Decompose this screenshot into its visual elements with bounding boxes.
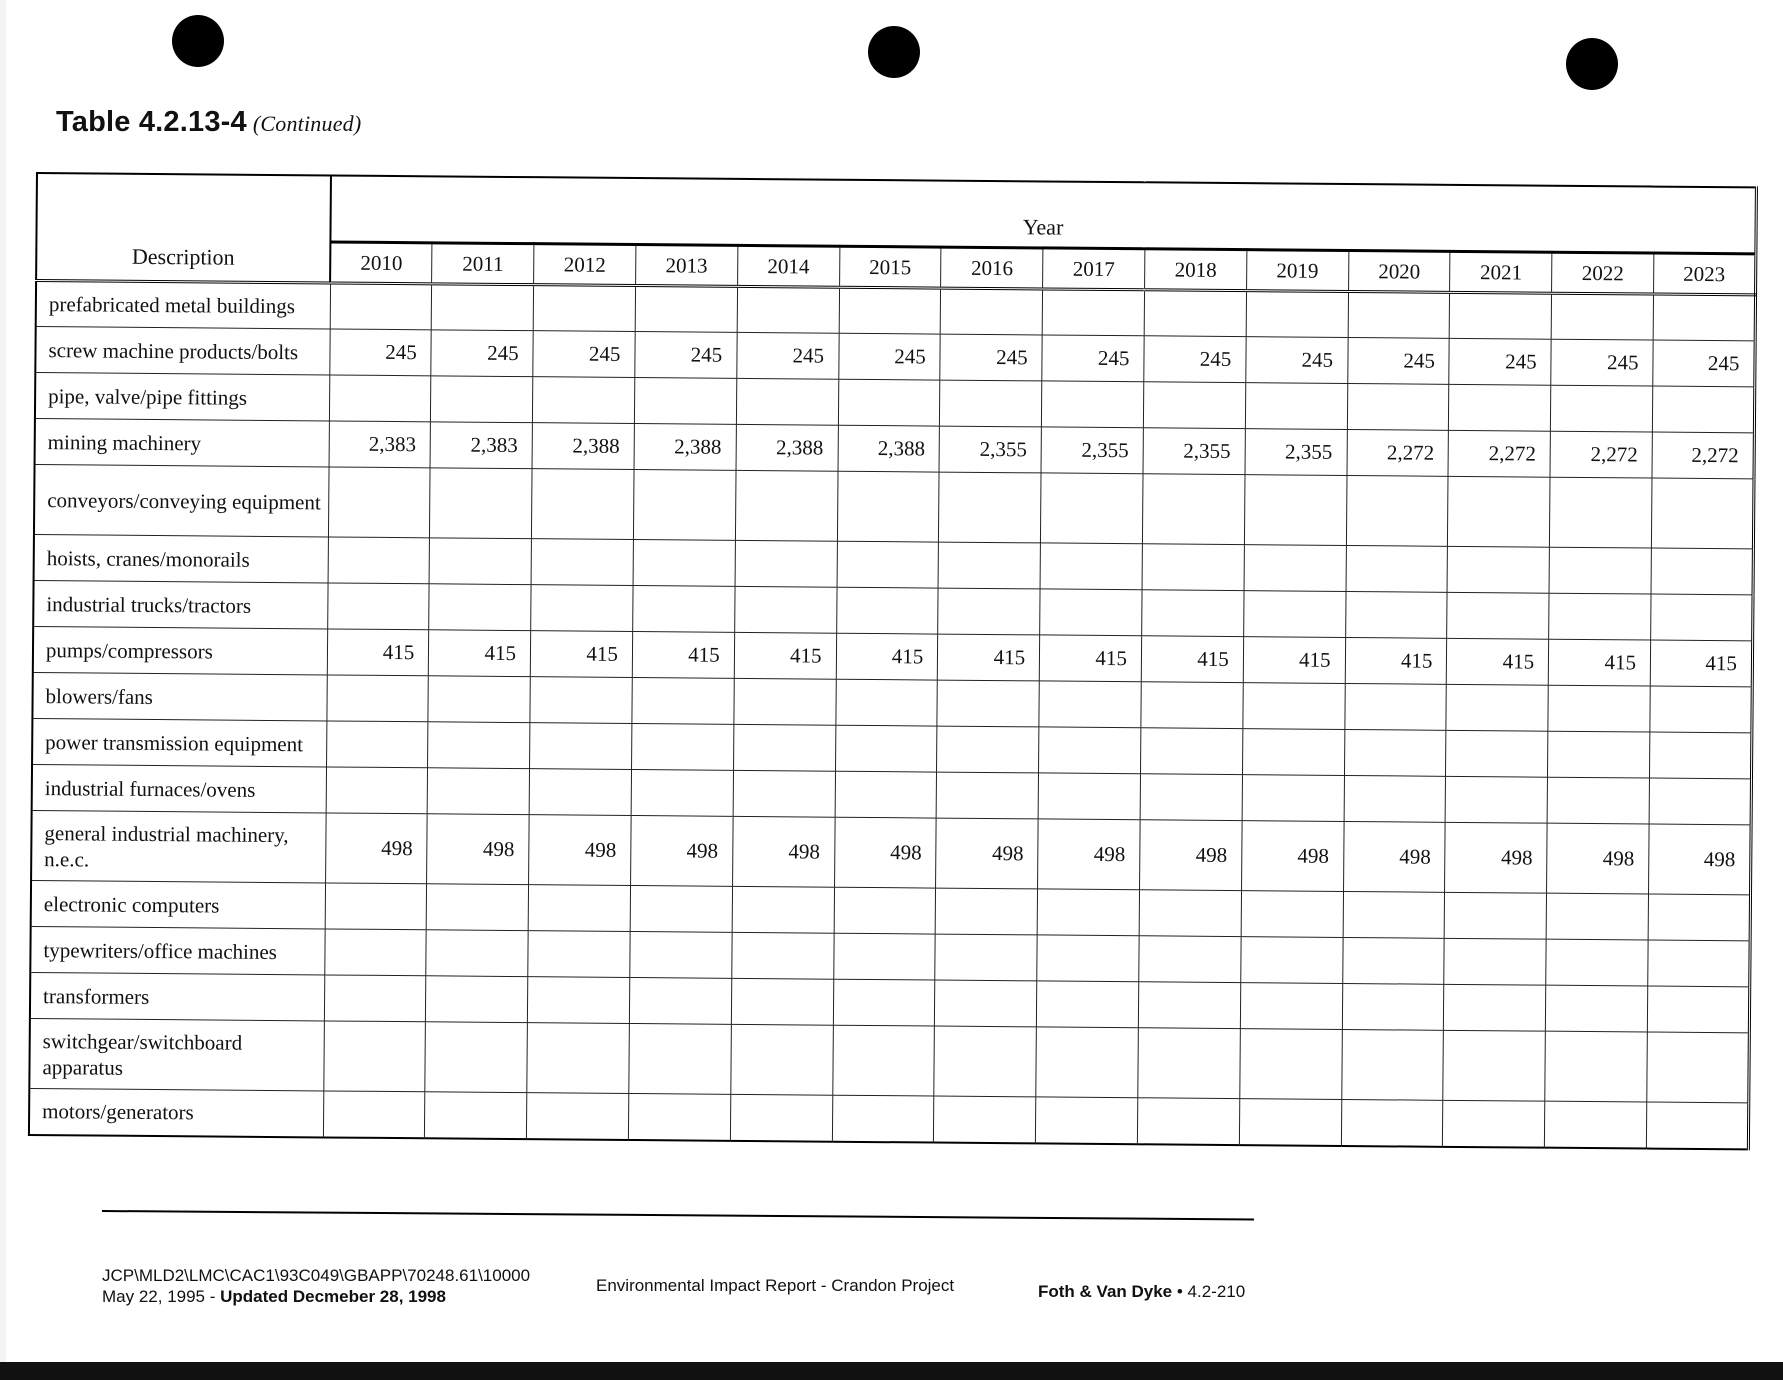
cell-value: [1344, 729, 1446, 776]
cell-value: 2,272: [1652, 432, 1754, 479]
cell-value: [630, 932, 732, 979]
row-label: pumps/compressors: [33, 626, 327, 674]
cell-value: 498: [325, 813, 427, 884]
cell-value: [1142, 474, 1244, 545]
row-label: conveyors/conveying equipment: [34, 464, 329, 536]
cell-value: [1041, 473, 1143, 544]
cell-value: [1650, 686, 1752, 733]
cell-value: [732, 886, 834, 933]
cell-value: [939, 472, 1041, 543]
cell-value: 245: [329, 329, 431, 376]
cell-value: [1141, 682, 1243, 729]
cell-value: [734, 586, 836, 633]
cell-value: 245: [533, 331, 635, 378]
cell-value: [934, 1026, 1036, 1097]
cell-value: [1242, 775, 1344, 822]
cell-value: 415: [632, 632, 734, 679]
row-label: prefabricated metal buildings: [36, 281, 330, 329]
cell-value: [735, 540, 837, 587]
cell-value: [323, 1091, 425, 1138]
row-label: industrial furnaces/ovens: [32, 764, 326, 812]
cell-value: [1239, 1099, 1341, 1146]
year-header-2012: 2012: [534, 244, 636, 286]
cell-value: [629, 1024, 731, 1095]
cell-value: [1042, 289, 1144, 336]
cell-value: [1648, 894, 1750, 941]
cell-value: [426, 930, 528, 977]
row-label: general industrial machinery, n.e.c.: [31, 810, 326, 882]
cell-value: 498: [732, 816, 834, 887]
cell-value: [1342, 983, 1444, 1030]
cell-value: [528, 885, 630, 932]
cell-value: 415: [836, 633, 938, 680]
cell-value: [429, 584, 531, 631]
cell-value: [1243, 683, 1345, 730]
cell-value: [533, 377, 635, 424]
cell-value: 245: [940, 334, 1042, 381]
cell-value: 498: [1038, 819, 1140, 890]
cell-value: [936, 772, 1038, 819]
table-continued-label: (Continued): [252, 111, 362, 136]
cell-value: 415: [327, 629, 429, 676]
cell-value: 498: [1241, 821, 1343, 892]
cell-value: [1445, 892, 1547, 939]
cell-value: [1549, 593, 1651, 640]
cell-value: 2,388: [838, 425, 940, 472]
cell-value: [1142, 590, 1244, 637]
cell-value: [1037, 935, 1139, 982]
year-header-2022: 2022: [1552, 252, 1654, 294]
cell-value: [427, 768, 529, 815]
cell-value: [533, 285, 635, 332]
cell-value: [1342, 937, 1444, 984]
cell-value: [1042, 381, 1144, 428]
punch-hole-center: [868, 26, 920, 78]
table-body: [29, 281, 1756, 1149]
cell-value: 498: [1343, 821, 1445, 892]
cell-value: [1345, 591, 1447, 638]
cell-value: [532, 469, 634, 540]
cell-value: [633, 586, 735, 633]
footer-updated: Updated Decmeber 28, 1998: [220, 1287, 446, 1306]
cell-value: [628, 1093, 730, 1140]
cell-value: 2,383: [430, 422, 532, 469]
cell-value: [1446, 684, 1548, 731]
row-label: hoists, cranes/monorails: [34, 534, 328, 582]
cell-value: [1346, 475, 1448, 546]
footer-company-page: [1038, 1282, 1245, 1302]
cell-value: [327, 583, 429, 630]
cell-value: 2,355: [939, 426, 1041, 473]
year-header-2018: 2018: [1145, 249, 1247, 291]
cell-value: [1345, 683, 1447, 730]
footer-bullet: •: [1172, 1282, 1188, 1301]
cell-value: [733, 724, 835, 771]
description-header: Description: [36, 173, 331, 283]
footer-page-number: 4.2-210: [1187, 1282, 1246, 1301]
cell-value: [737, 286, 839, 333]
cell-value: [1244, 545, 1346, 592]
cell-value: [1341, 1099, 1443, 1146]
data-table: [28, 172, 1758, 1150]
cell-value: [326, 767, 428, 814]
cell-value: [635, 286, 737, 333]
row-label: switchgear/switchboard apparatus: [29, 1018, 324, 1090]
cell-value: [1551, 293, 1653, 340]
year-header-2011: 2011: [432, 243, 534, 285]
cell-value: [1344, 775, 1446, 822]
cell-value: [325, 883, 427, 930]
cell-value: 245: [1347, 337, 1449, 384]
cell-value: [732, 932, 834, 979]
cell-value: [730, 1094, 832, 1141]
cell-value: 415: [1039, 635, 1141, 682]
cell-value: [429, 538, 531, 585]
cell-value: [528, 977, 630, 1024]
year-header-2020: 2020: [1348, 250, 1450, 292]
cell-value: [430, 468, 532, 539]
cell-value: [936, 888, 1038, 935]
cell-value: [1140, 774, 1242, 821]
cell-value: [832, 1025, 934, 1096]
cell-value: [1341, 1029, 1443, 1100]
cell-value: [1244, 475, 1346, 546]
cell-value: [1144, 290, 1246, 337]
cell-value: 2,383: [329, 421, 431, 468]
cell-value: [1449, 384, 1551, 431]
cell-value: 415: [734, 632, 836, 679]
cell-value: [531, 539, 633, 586]
cell-value: [835, 725, 937, 772]
cell-value: [1137, 1098, 1239, 1145]
cell-value: [326, 721, 428, 768]
cell-value: [1651, 548, 1753, 595]
cell-value: [1545, 1101, 1647, 1148]
cell-value: 245: [635, 332, 737, 379]
punch-hole-right: [1566, 38, 1618, 90]
cell-value: 2,272: [1448, 430, 1550, 477]
cell-value: [935, 980, 1037, 1027]
cell-value: [1138, 982, 1240, 1029]
cell-value: [1139, 936, 1241, 983]
cell-value: [531, 585, 633, 632]
row-label: industrial trucks/tractors: [33, 580, 327, 628]
cell-value: [1446, 730, 1548, 777]
row-label: typewriters/office machines: [30, 926, 324, 974]
cell-value: 498: [834, 817, 936, 888]
row-label: screw machine products/bolts: [35, 327, 329, 375]
cell-value: 2,355: [1245, 429, 1347, 476]
cell-value: [1241, 937, 1343, 984]
cell-value: [941, 288, 1043, 335]
cell-value: 415: [1345, 637, 1447, 684]
cell-value: [937, 726, 1039, 773]
cell-value: [1546, 893, 1648, 940]
cell-value: [1651, 594, 1753, 641]
cell-value: [1242, 729, 1344, 776]
cell-value: [1038, 773, 1140, 820]
cell-value: 245: [1144, 336, 1246, 383]
cell-value: [1646, 1102, 1748, 1149]
cell-value: [1443, 1100, 1545, 1147]
cell-value: 245: [1653, 340, 1755, 387]
cell-value: [1139, 890, 1241, 937]
cell-value: [1447, 546, 1549, 593]
cell-value: [1447, 592, 1549, 639]
cell-value: [631, 724, 733, 771]
cell-value: [1346, 545, 1448, 592]
cell-value: [1246, 291, 1348, 338]
cell-value: 415: [1549, 639, 1651, 686]
cell-value: [633, 470, 735, 541]
cell-value: [1546, 985, 1648, 1032]
cell-value: 415: [1141, 636, 1243, 683]
cell-value: [736, 378, 838, 425]
footer-report-title: Environmental Impact Report - Crandon Project: [596, 1276, 955, 1295]
cell-value: [832, 1095, 934, 1142]
cell-value: [835, 771, 937, 818]
cell-value: [940, 380, 1042, 427]
cell-value: 415: [530, 631, 632, 678]
cell-value: [527, 1093, 629, 1140]
cell-value: [1547, 777, 1649, 824]
year-header-2023: 2023: [1654, 253, 1756, 295]
cell-value: [1240, 1029, 1342, 1100]
cell-value: 2,272: [1347, 429, 1449, 476]
cell-value: [1039, 727, 1141, 774]
cell-value: [629, 978, 731, 1025]
cell-value: [836, 587, 938, 634]
cell-value: [938, 542, 1040, 589]
cell-value: [1037, 981, 1139, 1028]
year-header-2019: 2019: [1246, 250, 1348, 292]
cell-value: [528, 931, 630, 978]
cell-value: [935, 934, 1037, 981]
scan-edge: [0, 0, 6, 1380]
cell-value: [431, 376, 533, 423]
cell-value: 2,355: [1041, 427, 1143, 474]
cell-value: [838, 379, 940, 426]
year-header-2014: 2014: [737, 245, 839, 287]
cell-value: 2,388: [634, 424, 736, 471]
cell-value: [1448, 476, 1550, 547]
year-header-2015: 2015: [839, 246, 941, 288]
cell-value: [1548, 731, 1650, 778]
cell-value: [833, 979, 935, 1026]
cell-value: 415: [1243, 637, 1345, 684]
row-label: pipe, valve/pipe fittings: [35, 373, 329, 421]
cell-value: [428, 722, 530, 769]
cell-value: [1548, 685, 1650, 732]
table-number: Table 4.2.13-4: [56, 106, 247, 138]
cell-value: [937, 680, 1039, 727]
cell-value: [835, 679, 937, 726]
cell-value: [1245, 383, 1347, 430]
cell-value: 245: [1042, 335, 1144, 382]
cell-value: [1241, 891, 1343, 938]
cell-value: [323, 1021, 425, 1092]
row-label: electronic computers: [31, 880, 325, 928]
cell-value: [426, 884, 528, 931]
cell-value: 245: [737, 332, 839, 379]
cell-value: [328, 537, 430, 584]
cell-value: [734, 678, 836, 725]
row-label: motors/generators: [29, 1088, 323, 1136]
cell-value: 2,355: [1143, 428, 1245, 475]
cell-value: [1243, 591, 1345, 638]
year-group-header: Year: [330, 175, 1756, 253]
cell-value: [1650, 732, 1752, 779]
cell-value: [938, 588, 1040, 635]
cell-value: [633, 540, 735, 587]
cell-value: [425, 1092, 527, 1139]
cell-value: 245: [431, 330, 533, 377]
cell-value: [324, 975, 426, 1022]
cell-value: 2,388: [736, 424, 838, 471]
cell-value: [1550, 477, 1652, 548]
cell-value: [1240, 983, 1342, 1030]
table-title: [56, 106, 361, 139]
cell-value: [1450, 292, 1552, 339]
row-label: blowers/fans: [32, 672, 326, 720]
cell-value: [733, 770, 835, 817]
cell-value: [632, 678, 734, 725]
cell-value: [833, 933, 935, 980]
cell-value: [1648, 940, 1750, 987]
cell-value: [1443, 1030, 1545, 1101]
cell-value: [1142, 544, 1244, 591]
cell-value: [1347, 383, 1449, 430]
cell-value: [1649, 778, 1751, 825]
cell-value: 498: [1445, 822, 1547, 893]
cell-value: [1652, 386, 1754, 433]
cell-value: [330, 283, 432, 330]
cell-value: [735, 470, 837, 541]
footer-rule: [102, 1210, 1254, 1220]
cell-value: 245: [1551, 339, 1653, 386]
year-header-2017: 2017: [1043, 248, 1145, 290]
cell-value: [1138, 1028, 1240, 1099]
year-header-2016: 2016: [941, 247, 1043, 289]
cell-value: 245: [1246, 337, 1348, 384]
row-label: power transmission equipment: [32, 718, 326, 766]
cell-value: [527, 1023, 629, 1094]
punch-hole-left: [172, 15, 224, 67]
cell-value: [530, 677, 632, 724]
cell-value: [837, 471, 939, 542]
cell-value: [1036, 1027, 1138, 1098]
cell-value: [1037, 889, 1139, 936]
cell-value: [1546, 939, 1648, 986]
cell-value: 2,272: [1550, 431, 1652, 478]
cell-value: [1444, 938, 1546, 985]
scan-bottom-edge: [0, 1362, 1783, 1380]
cell-value: [328, 467, 430, 538]
cell-value: [1647, 986, 1749, 1033]
cell-value: [1040, 589, 1142, 636]
row-label: mining machinery: [35, 418, 329, 466]
cell-value: 498: [936, 818, 1038, 889]
footer-date-line: [102, 1287, 446, 1307]
cell-value: [1039, 681, 1141, 728]
cell-value: [837, 541, 939, 588]
cell-value: [1647, 1032, 1750, 1103]
cell-value: [1551, 385, 1653, 432]
footer-path: JCP\MLD2\LMC\CAC1\93C049\GBAPP\70248.61\10000: [102, 1266, 531, 1285]
cell-value: [426, 976, 528, 1023]
footer-company: Foth & Van Dyke: [1038, 1282, 1173, 1301]
cell-value: [529, 769, 631, 816]
cell-value: [1446, 776, 1548, 823]
cell-value: 498: [1140, 820, 1242, 891]
cell-value: [1653, 294, 1755, 341]
cell-value: [324, 929, 426, 976]
cell-value: [731, 1024, 833, 1095]
row-label: transformers: [30, 972, 324, 1020]
cell-value: [834, 887, 936, 934]
cell-value: [634, 378, 736, 425]
cell-value: 498: [1547, 823, 1649, 894]
cell-value: [329, 375, 431, 422]
cell-value: [631, 770, 733, 817]
cell-value: [1036, 1097, 1138, 1144]
cell-value: [1348, 291, 1450, 338]
cell-value: [1545, 1031, 1647, 1102]
cell-value: [326, 675, 428, 722]
cell-value: [1343, 891, 1445, 938]
year-header-2021: 2021: [1450, 251, 1552, 293]
cell-value: 498: [529, 815, 631, 886]
cell-value: 498: [630, 816, 732, 887]
cell-value: [1143, 382, 1245, 429]
cell-value: 415: [1447, 638, 1549, 685]
year-header-2013: 2013: [636, 245, 738, 287]
cell-value: [530, 723, 632, 770]
cell-value: [1651, 478, 1754, 549]
cell-value: 415: [938, 634, 1040, 681]
cell-value: [1140, 728, 1242, 775]
cell-value: [425, 1022, 527, 1093]
data-table-container: [28, 172, 1758, 1150]
cell-value: 2,388: [532, 423, 634, 470]
cell-value: [934, 1096, 1036, 1143]
cell-value: [731, 978, 833, 1025]
cell-value: [1549, 547, 1651, 594]
footer-date: May 22, 1995 -: [102, 1287, 221, 1306]
cell-value: [1444, 984, 1546, 1031]
cell-value: [1040, 543, 1142, 590]
cell-value: 245: [1449, 338, 1551, 385]
cell-value: 245: [838, 333, 940, 380]
cell-value: [432, 284, 534, 331]
cell-value: 415: [1650, 640, 1752, 687]
cell-value: [630, 886, 732, 933]
cell-value: [839, 287, 941, 334]
cell-value: 415: [429, 630, 531, 677]
cell-value: 498: [1649, 824, 1752, 895]
cell-value: [428, 676, 530, 723]
year-header-2010: 2010: [330, 242, 432, 284]
cell-value: 498: [427, 814, 529, 885]
